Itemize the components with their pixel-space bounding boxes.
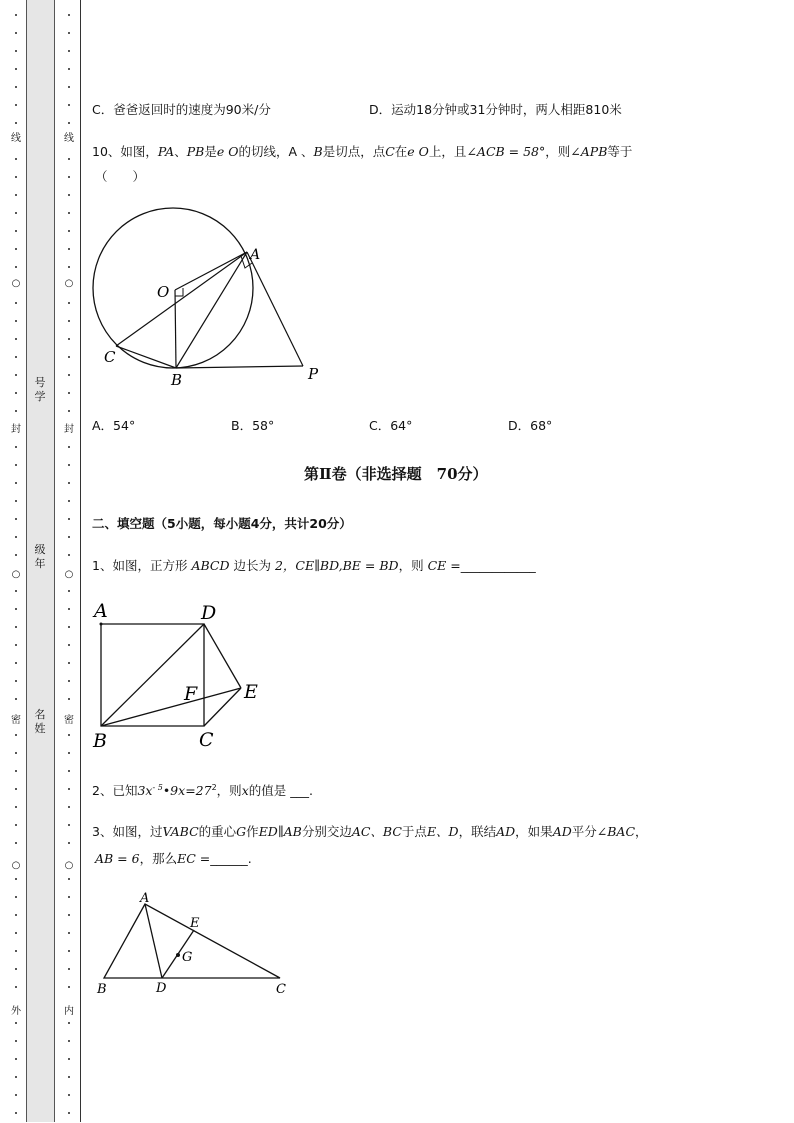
f2-text: 2、已知	[92, 783, 138, 798]
margin-marker-line: 线	[11, 133, 21, 144]
margin-marker-circle: ○	[11, 278, 21, 289]
q10-circle-o: e O	[407, 144, 429, 159]
f3-text: 3、如图，过	[92, 824, 163, 839]
margin-dot	[15, 950, 17, 952]
q10-text: 是	[204, 144, 217, 159]
q10-option-c: C．64°	[369, 418, 413, 433]
margin-dot	[68, 446, 70, 448]
margin-dot	[68, 356, 70, 358]
q10-angle-acb: ∠ACB = 58°	[466, 144, 546, 159]
margin-dot	[68, 104, 70, 106]
margin-dot	[15, 482, 17, 484]
margin-dot	[15, 338, 17, 340]
margin-dot	[68, 662, 70, 664]
part-2-title: 第Ⅱ卷（非选择题 70分）	[304, 465, 488, 483]
margin-dot	[15, 266, 17, 268]
margin-dot	[15, 518, 17, 520]
margin-dot	[68, 14, 70, 16]
q10-option-d: D．68°	[508, 418, 553, 433]
margin-dot	[15, 248, 17, 250]
q10-angle-apb: ∠APB	[570, 144, 608, 159]
label-e: E	[190, 916, 200, 931]
margin-dot	[15, 824, 17, 826]
margin-dot	[68, 1040, 70, 1042]
q10-b: B	[313, 144, 323, 159]
label-d: D	[201, 602, 217, 624]
margin-dot	[68, 68, 70, 70]
margin-dot	[15, 32, 17, 34]
margin-dot	[15, 320, 17, 322]
label-o: O	[157, 283, 170, 301]
margin-dot	[68, 158, 70, 160]
margin-dot	[68, 986, 70, 988]
margin-dot	[15, 194, 17, 196]
f3-ad: AD	[552, 824, 572, 839]
f2-exponent: 2	[211, 782, 217, 792]
f3-text: ，联结	[458, 824, 497, 839]
right-dotted-column	[62, 0, 76, 1123]
margin-dot	[68, 500, 70, 502]
margin-dot	[68, 482, 70, 484]
margin-dot	[68, 590, 70, 592]
margin-dot	[15, 104, 17, 106]
f3-text: ，如果	[515, 824, 553, 839]
f1-text: ，则	[398, 558, 424, 573]
margin-dot	[68, 86, 70, 88]
label-d: D	[156, 981, 167, 996]
q10-option-a: A．54°	[92, 418, 136, 433]
f3-text: ，	[635, 824, 648, 839]
question-10-text	[92, 142, 632, 160]
label-c: C	[199, 729, 214, 751]
margin-dot	[15, 1022, 17, 1024]
q9-option-c: C．爸爸返回时的速度为90米/分	[92, 102, 271, 117]
margin-dot	[68, 1112, 70, 1114]
q10-pa: PA	[157, 144, 175, 159]
f2-exponent: - 5	[152, 782, 163, 792]
margin-dot	[68, 770, 70, 772]
margin-dot	[15, 500, 17, 502]
margin-marker-line: 线	[64, 133, 74, 144]
margin-dot	[15, 374, 17, 376]
fill-question-3-line-2	[95, 849, 252, 867]
margin-dot	[68, 788, 70, 790]
margin-dot	[15, 176, 17, 178]
q10-sep: 、	[174, 144, 187, 159]
f2-equation: •9x=27	[162, 783, 212, 798]
f3-text: 于点	[401, 824, 427, 839]
margin-dot	[68, 212, 70, 214]
f1-given: 2，CE∥BD,BE = BD	[274, 558, 399, 573]
label-a: A	[94, 600, 108, 622]
margin-dot	[68, 248, 70, 250]
f3-angle: ∠BAC	[596, 824, 636, 839]
q10-text: 等于	[607, 144, 633, 159]
f2-equation: 3x	[137, 783, 153, 798]
margin-marker-secret: 密	[64, 715, 74, 726]
f3-text: 的重心	[198, 824, 237, 839]
f2-answer-blank: ___.	[290, 783, 313, 798]
label-p: P	[308, 365, 319, 383]
margin-dot	[15, 878, 17, 880]
margin-rule	[80, 0, 81, 1122]
triangle-centroid-figure	[90, 890, 300, 1005]
section-heading: 二、填空题（5小题，每小题4分，共计20分）	[92, 516, 352, 531]
margin-dot	[68, 698, 70, 700]
label-e: E	[244, 681, 258, 703]
margin-dot	[68, 374, 70, 376]
margin-dot	[68, 194, 70, 196]
f3-sides: AC、BC	[351, 824, 402, 839]
margin-dot	[68, 968, 70, 970]
f1-text: 边长为	[233, 558, 271, 573]
fill-question-3-line-1	[92, 822, 648, 840]
margin-dot	[68, 1058, 70, 1060]
margin-dot	[68, 608, 70, 610]
q10-text: 在	[394, 144, 408, 159]
margin-dot	[15, 788, 17, 790]
label-b: B	[93, 730, 107, 752]
f1-text: 1、如图，正方形	[92, 558, 188, 573]
margin-dot	[68, 176, 70, 178]
margin-dot	[68, 338, 70, 340]
margin-dot	[68, 1022, 70, 1024]
margin-marker-circle: ○	[64, 278, 74, 289]
margin-dot	[68, 302, 70, 304]
margin-dot	[15, 626, 17, 628]
label-c: C	[276, 982, 286, 997]
margin-dot	[68, 950, 70, 952]
margin-dot	[15, 158, 17, 160]
margin-dot	[68, 518, 70, 520]
label-f: F	[184, 683, 198, 705]
margin-dot	[68, 32, 70, 34]
margin-marker-seal: 封	[11, 424, 21, 435]
margin-dot	[68, 914, 70, 916]
margin-dot	[15, 932, 17, 934]
f2-variable: x	[241, 783, 249, 798]
margin-dot	[68, 1076, 70, 1078]
margin-dot	[15, 734, 17, 736]
margin-dot	[15, 590, 17, 592]
margin-dot	[15, 230, 17, 232]
margin-dot	[68, 1094, 70, 1096]
q10-text: ，则	[545, 144, 571, 159]
f3-g: G	[236, 824, 247, 839]
f3-ad: AD	[496, 824, 516, 839]
margin-dot	[68, 536, 70, 538]
margin-dot	[68, 644, 70, 646]
margin-dot	[68, 680, 70, 682]
margin-dot	[15, 554, 17, 556]
f1-square-name: ABCD	[191, 558, 230, 573]
f2-text: ，则	[216, 783, 242, 798]
margin-marker-circle: ○	[11, 860, 21, 871]
f2-text: 的值是	[248, 783, 287, 798]
margin-dot	[68, 554, 70, 556]
margin-marker-inner: 内	[64, 1006, 74, 1017]
student-number-label: 号 学	[34, 376, 46, 403]
margin-dot	[15, 896, 17, 898]
fill-question-2	[92, 781, 313, 799]
margin-dot	[15, 1040, 17, 1042]
margin-dot	[68, 626, 70, 628]
name-label: 名 姓	[34, 708, 46, 735]
f3-text: 作	[246, 824, 259, 839]
margin-dot	[68, 896, 70, 898]
margin-dot	[15, 770, 17, 772]
q10-circle-o: e O	[216, 144, 239, 159]
margin-dot	[15, 1094, 17, 1096]
margin-dot	[68, 50, 70, 52]
q10-pb: PB	[186, 144, 205, 159]
f3-ed-parallel: ED∥AB	[258, 824, 302, 839]
label-b: B	[171, 371, 183, 389]
q10-circle-tangent-figure	[85, 200, 335, 390]
margin-dot	[15, 986, 17, 988]
label-a: A	[250, 247, 261, 263]
margin-dot	[68, 842, 70, 844]
margin-dot	[15, 446, 17, 448]
margin-dot	[15, 392, 17, 394]
margin-dot	[15, 698, 17, 700]
margin-marker-outer: 外	[11, 1006, 21, 1017]
f3-ab-length: AB = 6	[95, 851, 140, 866]
label-g: G	[182, 950, 193, 965]
margin-dot	[68, 266, 70, 268]
left-dotted-column	[9, 0, 23, 1123]
margin-dot	[15, 968, 17, 970]
margin-dot	[15, 14, 17, 16]
margin-dot	[15, 806, 17, 808]
square-figure	[88, 598, 268, 758]
f3-text: 分别交边	[301, 824, 352, 839]
margin-dot	[68, 806, 70, 808]
margin-dot	[68, 122, 70, 124]
margin-dot	[68, 824, 70, 826]
f1-answer-blank: ____________	[460, 558, 536, 573]
margin-dot	[15, 50, 17, 52]
margin-dot	[15, 842, 17, 844]
fill-question-1	[92, 556, 536, 574]
f3-answer-blank: ______.	[210, 851, 252, 866]
margin-dot	[68, 932, 70, 934]
margin-dot	[15, 86, 17, 88]
margin-dot	[15, 662, 17, 664]
margin-dot	[15, 1076, 17, 1078]
f3-points: E、D	[426, 824, 459, 839]
margin-dot	[68, 230, 70, 232]
margin-dot	[15, 212, 17, 214]
margin-dot	[15, 122, 17, 124]
margin-marker-circle: ○	[64, 569, 74, 580]
margin-dot	[15, 914, 17, 916]
margin-dot	[68, 752, 70, 754]
margin-dot	[15, 680, 17, 682]
q10-text: 的切线，A 、	[238, 144, 314, 159]
label-b: B	[97, 982, 107, 997]
q10-answer-paren: （ ）	[95, 169, 146, 184]
margin-dot	[68, 464, 70, 466]
f3-triangle: VABC	[162, 824, 199, 839]
f3-ask: EC =	[177, 851, 211, 866]
q10-number: 10、如图，	[92, 144, 158, 159]
q10-option-b: B．58°	[231, 418, 275, 433]
q10-c: C	[385, 144, 395, 159]
margin-marker-secret: 密	[11, 715, 21, 726]
margin-dot	[15, 302, 17, 304]
margin-dot	[15, 68, 17, 70]
margin-marker-circle: ○	[11, 569, 21, 580]
q10-text: 上，且	[428, 144, 467, 159]
margin-dot	[15, 1112, 17, 1114]
margin-dot	[68, 410, 70, 412]
q9-option-d: D．运动18分钟或31分钟时，两人相距810米	[369, 102, 622, 117]
margin-dot	[15, 1058, 17, 1060]
grade-label: 级 年	[34, 543, 46, 570]
label-a: A	[140, 891, 150, 906]
f1-ask: CE =	[427, 558, 461, 573]
margin-marker-seal: 封	[64, 424, 74, 435]
label-c: C	[104, 348, 116, 366]
f3-text: ，那么	[139, 851, 178, 866]
margin-dot	[15, 644, 17, 646]
q10-text: 是切点，点	[322, 144, 386, 159]
margin-marker-circle: ○	[64, 860, 74, 871]
margin-dot	[15, 608, 17, 610]
margin-dot	[15, 536, 17, 538]
margin-dot	[15, 752, 17, 754]
margin-dot	[68, 878, 70, 880]
f3-text: 平分	[571, 824, 597, 839]
margin-dot	[68, 734, 70, 736]
margin-dot	[68, 320, 70, 322]
margin-dot	[68, 392, 70, 394]
margin-dot	[15, 410, 17, 412]
margin-dot	[15, 464, 17, 466]
margin-dot	[15, 356, 17, 358]
